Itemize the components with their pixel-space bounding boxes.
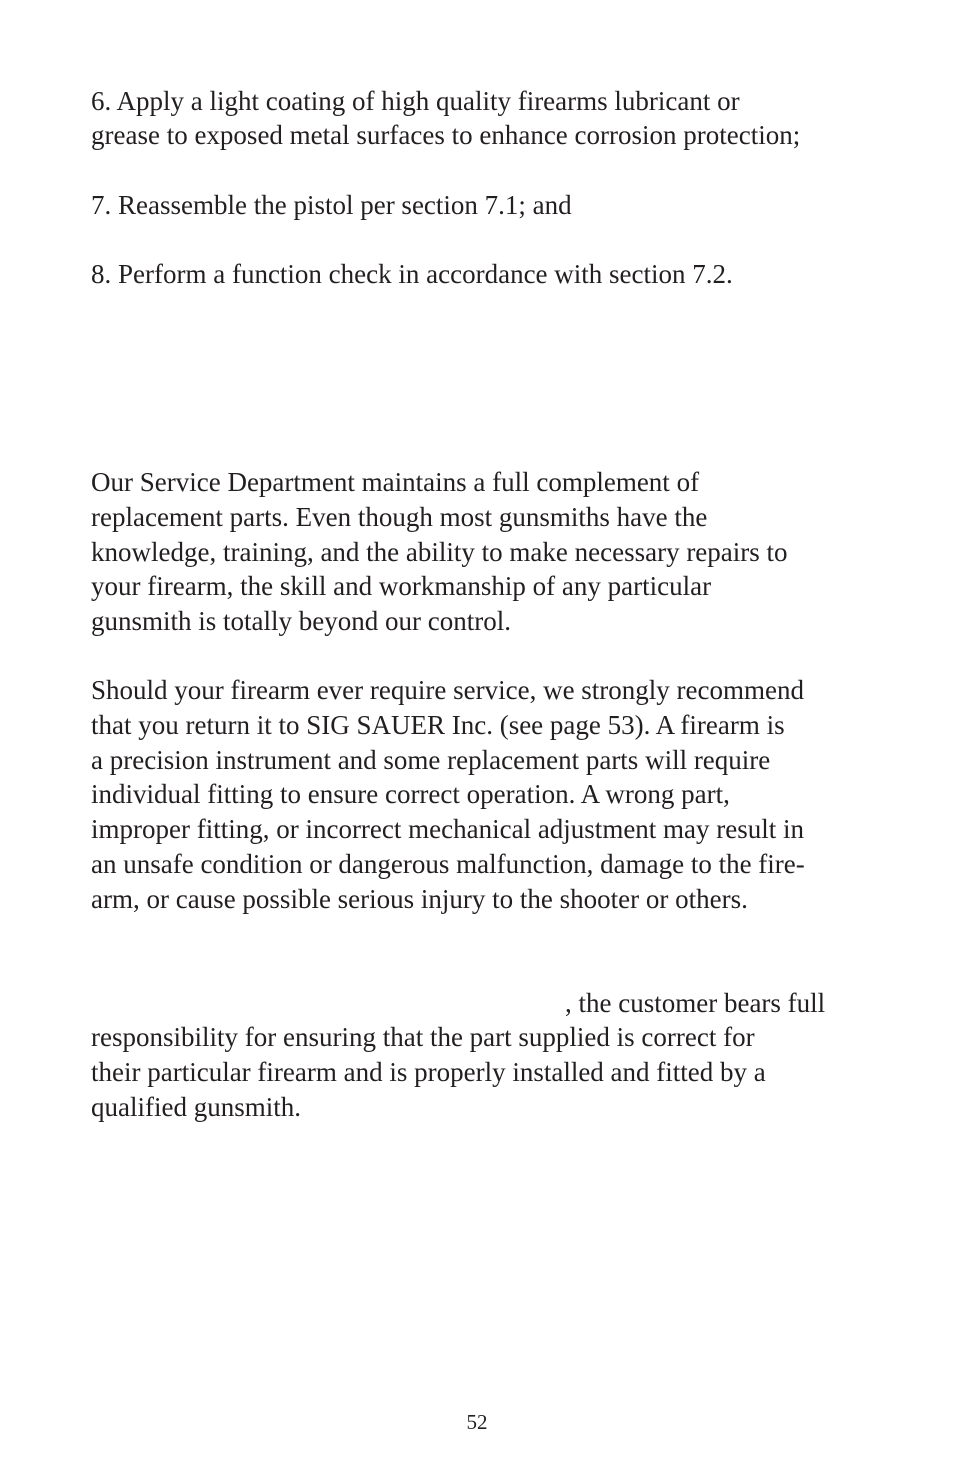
paragraph-line: knowledge, training, and the ability to make necessary repairs to — [91, 537, 788, 567]
paragraph-line: your firearm, the skill and workmanship of any particular — [91, 571, 712, 601]
paragraph-line: responsibility for ensuring that the part supplied is correct for — [91, 1022, 755, 1052]
step-7-line-1: 7. Reassemble the pistol per section 7.1; and — [91, 190, 572, 220]
paragraph-line: a precision instrument and some replacement parts will require — [91, 745, 771, 775]
paragraph-line: improper fitting, or incorrect mechanical adjustment may result in — [91, 814, 805, 844]
paragraph-line: Our Service Department maintains a full complement of — [91, 467, 700, 497]
paragraph-line: gunsmith is totally beyond our control. — [91, 606, 511, 636]
paragraph-line: Should your firearm ever require service, we strongly recommend — [91, 675, 804, 705]
step-6-line-1: 6. Apply a light coating of high quality firearms lubricant or — [91, 86, 740, 116]
paragraph-line: , the customer bears full — [565, 988, 826, 1018]
step-6-line-2: grease to exposed metal surfaces to enhance corrosion protection; — [91, 120, 801, 150]
paragraph-line: that you return it to SIG SAUER Inc. (see page 53). A firearm is — [91, 710, 785, 740]
step-8-line-1: 8. Perform a function check in accordance with section 7.2. — [91, 259, 733, 289]
paragraph-line: their particular firearm and is properly installed and fitted by a — [91, 1057, 766, 1087]
page-number: 52 — [466, 1410, 488, 1434]
paragraph-line: an unsafe condition or dangerous malfunction, damage to the fire- — [91, 849, 805, 879]
paragraph-line: replacement parts. Even though most gunsmiths have the — [91, 502, 708, 532]
paragraph-line: arm, or cause possible serious injury to the shooter or others. — [91, 884, 748, 914]
paragraph-line: qualified gunsmith. — [91, 1092, 301, 1122]
paragraph-line: individual fitting to ensure correct operation. A wrong part, — [91, 779, 730, 809]
